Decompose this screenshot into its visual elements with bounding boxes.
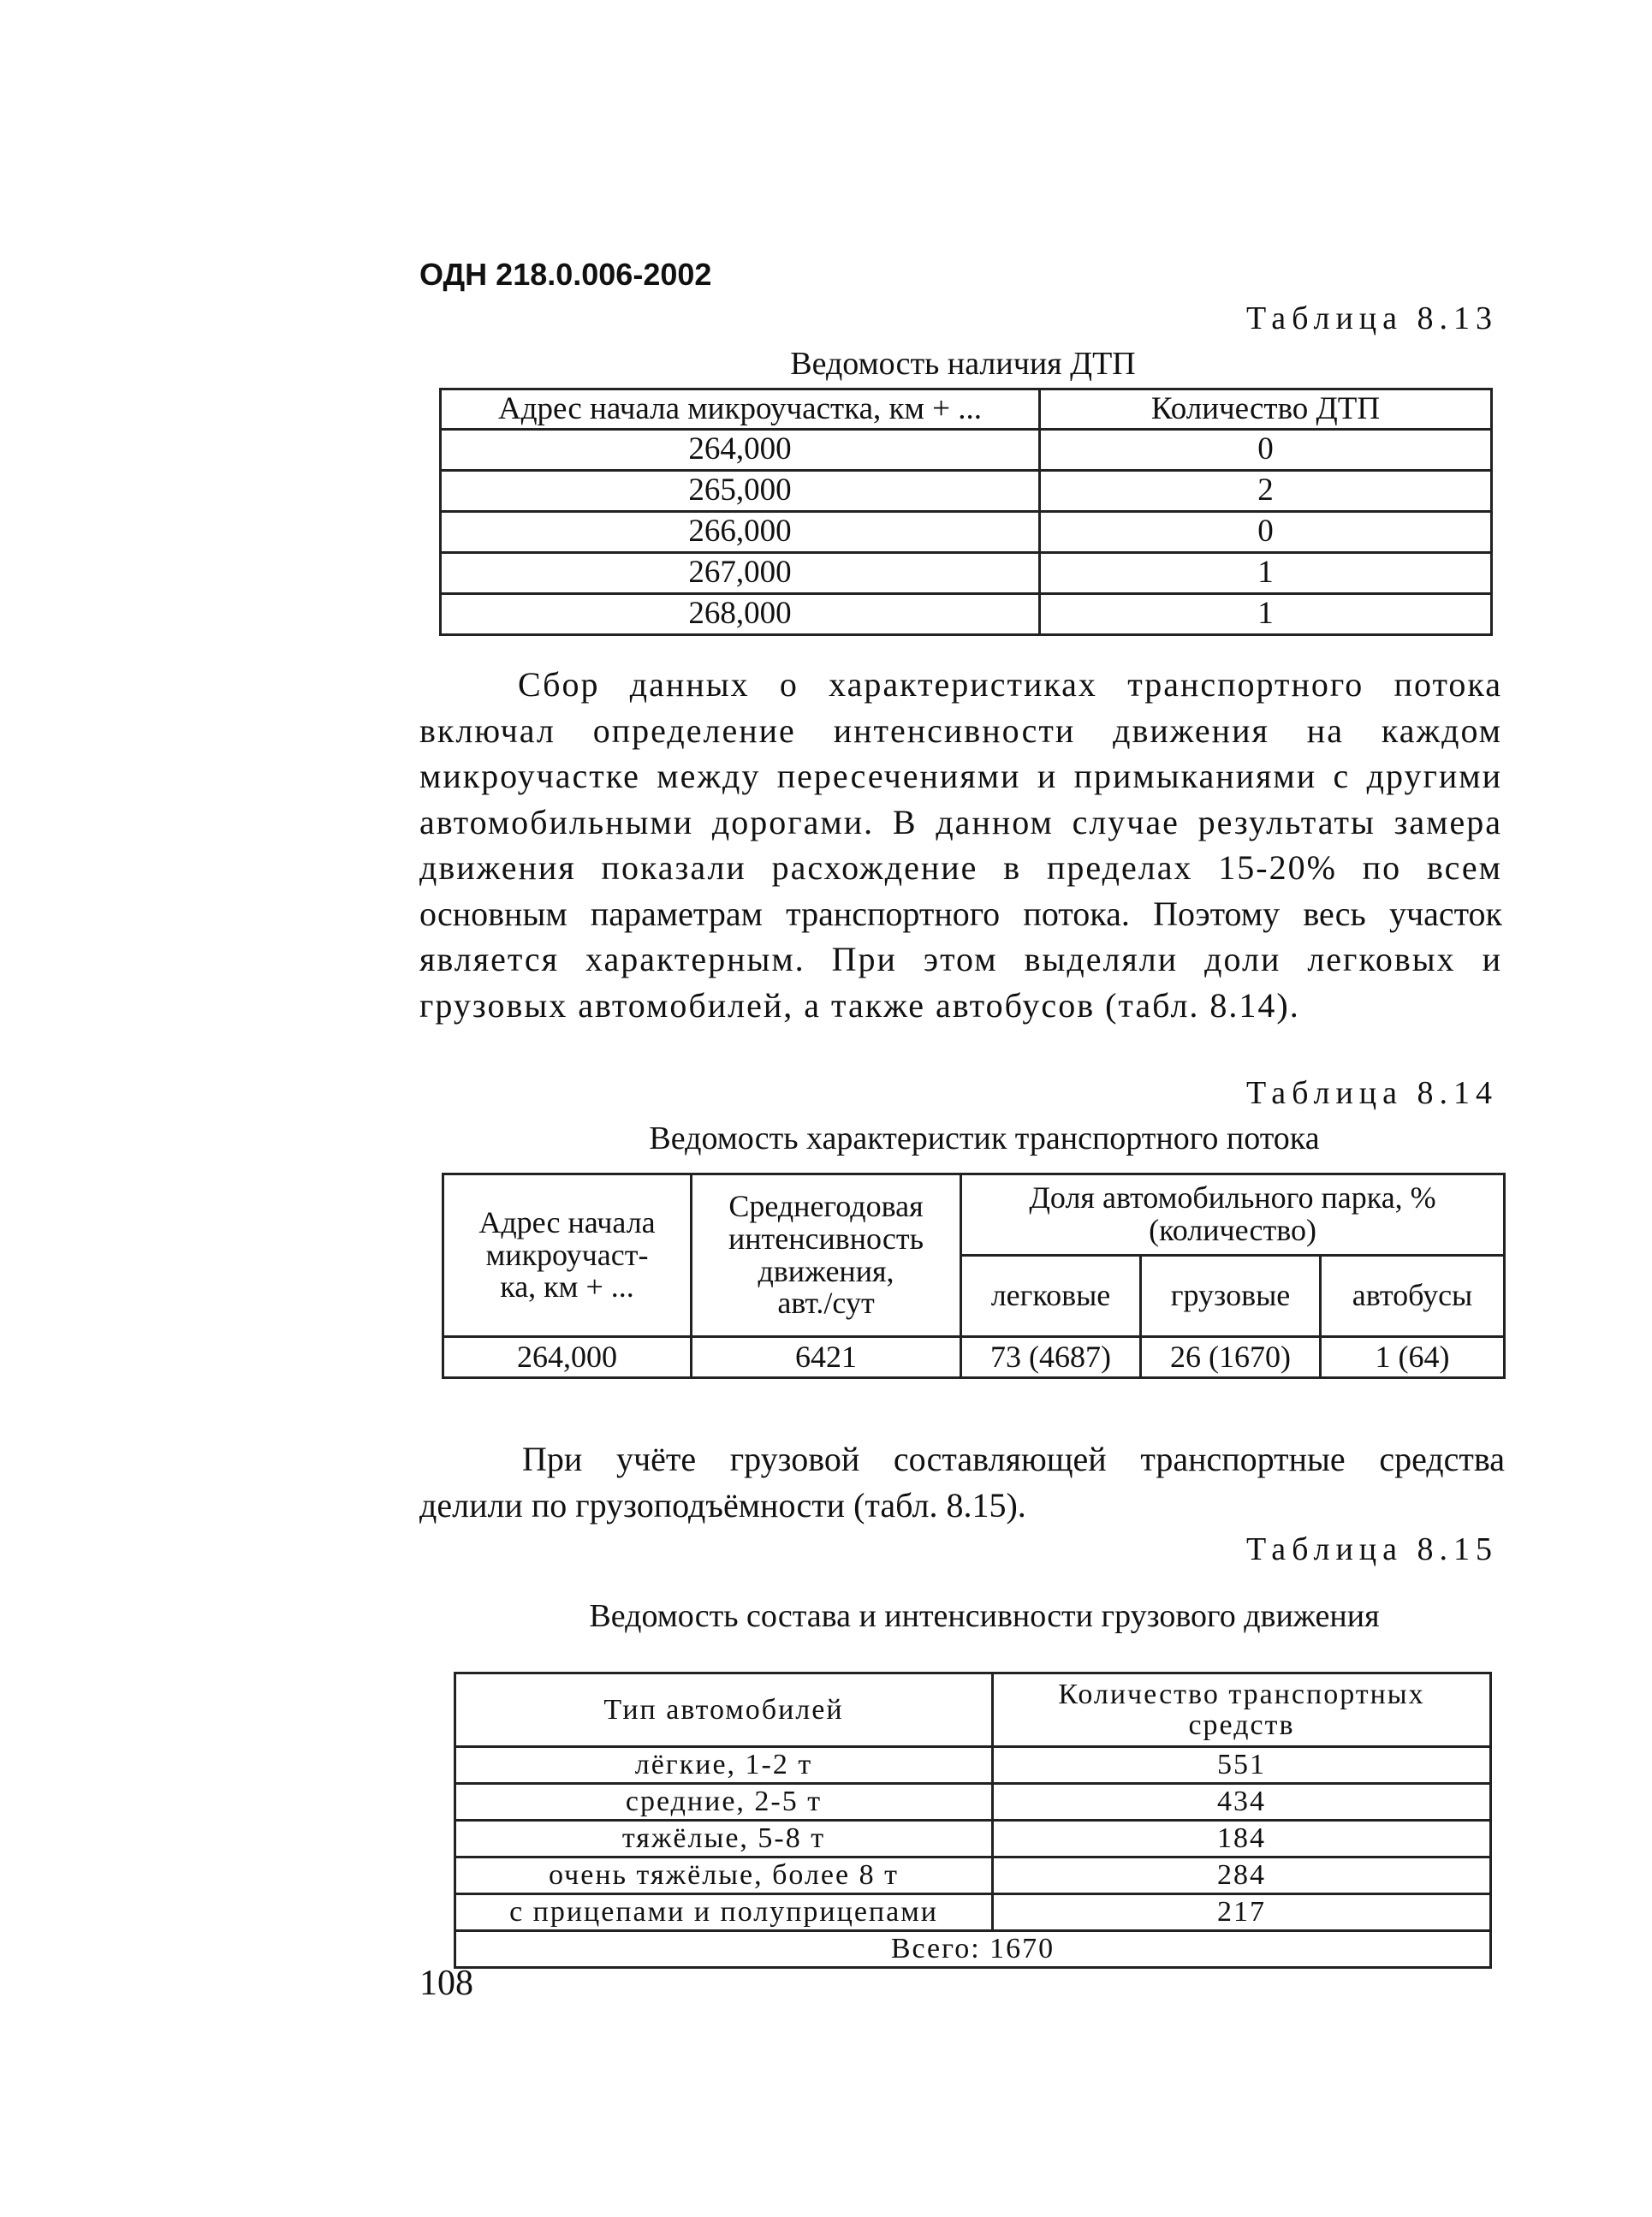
cell-vehicle-count: 434 <box>993 1784 1491 1821</box>
header-line: микроучаст- <box>485 1237 649 1272</box>
cell-vehicle-type: средние, 2-5 т <box>455 1784 993 1821</box>
header-line: Доля автомобильного парка, % <box>1029 1180 1436 1215</box>
document-code: ОДН 218.0.006-2002 <box>419 257 712 292</box>
column-header-vehicle-count <box>993 1673 1491 1747</box>
paragraph-line: основным параметрам транспортного потока. Поэтому весь участок <box>419 894 1502 933</box>
cell-trucks: 26 (1670) <box>1141 1337 1321 1378</box>
paragraph-line: делили по грузоподъёмности (табл. 8.15). <box>419 1485 1026 1525</box>
table-8-14-title: Ведомость характеристик транспортного потока <box>649 1120 1320 1156</box>
cell-address: 264,000 <box>441 430 1040 471</box>
cell-accidents: 1 <box>1040 553 1492 594</box>
table-row <box>443 1337 1505 1378</box>
table-8-15 <box>454 1672 1492 1969</box>
column-header-address: Адрес начала микроучастка, км + ... <box>441 389 1040 430</box>
table-8-13-title: Ведомость наличия ДТП <box>790 346 1136 382</box>
table-8-15-title: Ведомость состава и интенсивности грузового движения <box>589 1598 1380 1634</box>
header-line: (количество) <box>1149 1213 1316 1247</box>
header-line: ка, км + ... <box>500 1269 634 1305</box>
cell-total: Всего: 1670 <box>455 1931 1491 1968</box>
column-header-fleet-share <box>961 1174 1505 1256</box>
cell-buses: 1 (64) <box>1321 1337 1505 1378</box>
table-8-15-label: Таблица 8.15 <box>1245 1531 1498 1567</box>
table-8-13 <box>439 388 1493 636</box>
subheader-buses: автобусы <box>1321 1256 1505 1337</box>
table-row <box>455 1747 1491 1784</box>
table-row <box>441 512 1492 553</box>
table-header-row <box>443 1174 1505 1256</box>
table-row <box>455 1784 1491 1821</box>
paragraph-line: включал определение интенсивности движения на каждом <box>419 710 1502 750</box>
cell-vehicle-type: очень тяжёлые, более 8 т <box>455 1857 993 1894</box>
cell-accidents: 0 <box>1040 512 1492 553</box>
table-8-14 <box>442 1173 1506 1379</box>
cell-address: 264,000 <box>443 1337 692 1378</box>
column-header-vehicle-type: Тип автомобилей <box>455 1673 993 1747</box>
cell-address: 266,000 <box>441 512 1040 553</box>
paragraph-traffic-data <box>419 662 1502 1028</box>
paragraph-line: грузовых автомобилей, а также автобусов (табл. 8.14). <box>419 985 1300 1025</box>
table-header-row <box>441 389 1492 430</box>
cell-vehicle-count: 284 <box>993 1857 1491 1894</box>
paragraph-line: движения показали расхождение в пределах 15-20% по всем <box>419 848 1502 887</box>
header-line: Адрес начала <box>478 1204 656 1239</box>
cell-address: 265,000 <box>441 471 1040 512</box>
table-row <box>441 553 1492 594</box>
table-row <box>441 430 1492 471</box>
table-8-13-label: Таблица 8.13 <box>1245 300 1498 336</box>
cell-cars: 73 (4687) <box>961 1337 1141 1378</box>
cell-vehicle-type: с прицепами и полуприцепами <box>455 1894 993 1931</box>
paragraph-line: автомобильными дорогами. В данном случае результаты замера <box>419 802 1502 841</box>
header-line: авт./сут <box>777 1286 875 1321</box>
table-row <box>455 1821 1491 1857</box>
header-line: средств <box>1188 1709 1295 1741</box>
cell-intensity: 6421 <box>692 1337 961 1378</box>
column-header-intensity <box>692 1174 961 1337</box>
paragraph-line: микроучастке между пересечениями и примыканиями с другими <box>419 757 1502 795</box>
cell-address: 268,000 <box>441 594 1040 635</box>
cell-vehicle-type: лёгкие, 1-2 т <box>455 1747 993 1784</box>
subheader-trucks: грузовые <box>1141 1256 1321 1337</box>
paragraph-cargo <box>419 1436 1505 1528</box>
paragraph-line: При учёте грузовой составляющей транспортные средства <box>522 1440 1505 1478</box>
column-header-address <box>443 1174 692 1337</box>
cell-vehicle-type: тяжёлые, 5-8 т <box>455 1821 993 1857</box>
header-line: Количество транспортных <box>1058 1678 1425 1710</box>
table-row <box>455 1857 1491 1894</box>
paragraph-line: является характерным. При этом выделяли доли легковых и <box>419 940 1502 978</box>
table-row <box>441 594 1492 635</box>
subheader-cars: легковые <box>961 1256 1141 1337</box>
table-8-14-label: Таблица 8.14 <box>1245 1075 1498 1111</box>
table-row <box>455 1894 1491 1931</box>
cell-vehicle-count: 217 <box>993 1894 1491 1931</box>
paragraph-line: Сбор данных о характеристиках транспортного потока <box>518 665 1502 704</box>
page-number: 108 <box>419 1964 473 2003</box>
header-line: Среднегодовая <box>728 1188 924 1223</box>
cell-accidents: 1 <box>1040 594 1492 635</box>
cell-vehicle-count: 184 <box>993 1821 1491 1857</box>
column-header-accidents: Количество ДТП <box>1040 389 1492 430</box>
cell-accidents: 0 <box>1040 430 1492 471</box>
cell-address: 267,000 <box>441 553 1040 594</box>
table-row <box>441 471 1492 512</box>
cell-vehicle-count: 551 <box>993 1747 1491 1784</box>
table-header-row <box>455 1673 1491 1747</box>
table-total-row <box>455 1931 1491 1968</box>
header-line: движения, <box>758 1253 894 1288</box>
cell-accidents: 2 <box>1040 471 1492 512</box>
header-line: интенсивность <box>728 1221 924 1256</box>
